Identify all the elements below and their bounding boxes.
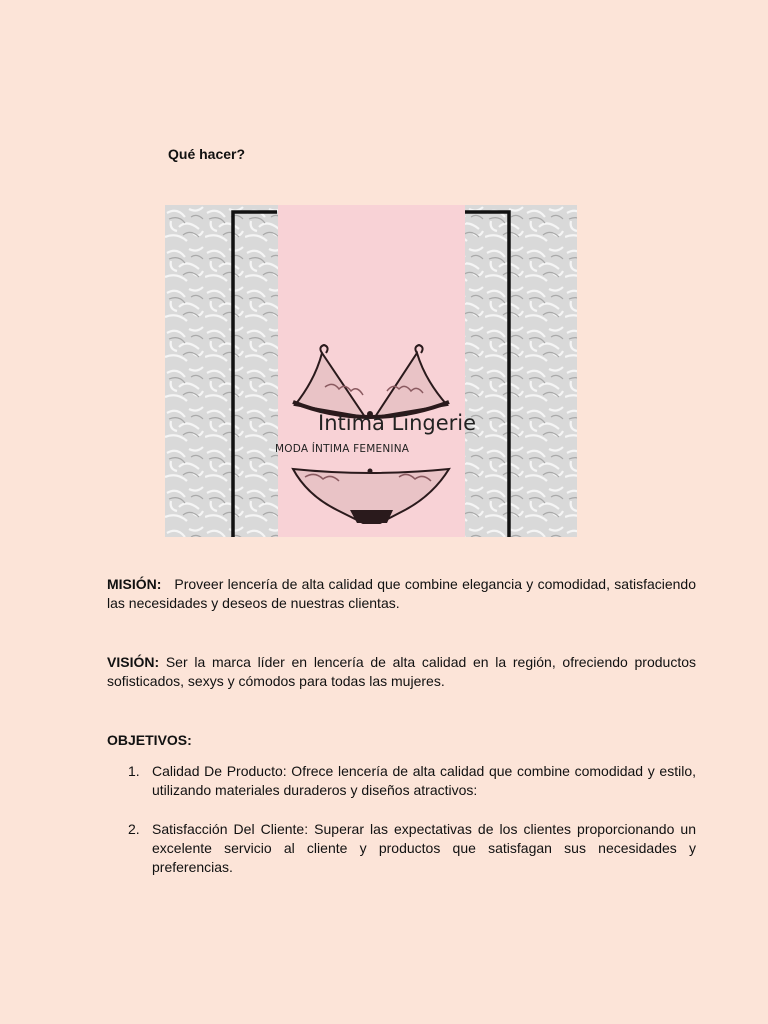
vision-paragraph [107, 653, 696, 691]
brand-name: Íntima Lingerie [318, 411, 477, 435]
mission-label: MISIÓN: [107, 576, 162, 592]
brand-logo-image [165, 205, 577, 537]
lingerie-logo-graphic [165, 205, 577, 537]
list-item-number: 2. [128, 821, 140, 837]
list-item-number: 1. [128, 763, 140, 779]
objectives-list [107, 762, 696, 897]
vision-label: VISIÓN: [107, 654, 160, 670]
page-heading: Qué hacer? [168, 146, 246, 162]
vision-text: Ser la marca líder en lencería de alta calidad en la región, ofreciendo productos sofisticados, sexys y cómodos para todas las mujeres. [107, 654, 696, 689]
objectives-title: OBJETIVOS: [107, 732, 192, 748]
list-item [107, 820, 696, 877]
list-item [107, 762, 696, 800]
mission-paragraph [107, 575, 696, 613]
mission-text: Proveer lencería de alta calidad que combine elegancia y comodidad, satisfaciendo las necesidades y deseos de nuestras clientas. [107, 576, 696, 611]
brand-tagline: MODA ÍNTIMA FEMENINA [275, 443, 410, 455]
list-item-text: Satisfacción Del Cliente: Superar las expectativas de los clientes proporcionando un excelente servicio al cliente y productos que satisfagan sus necesidades y preferencias. [152, 821, 696, 875]
list-item-text: Calidad De Producto: Ofrece lencería de alta calidad que combine comodidad y estilo, utilizando materiales duraderos y diseños atractivos: [152, 763, 696, 798]
